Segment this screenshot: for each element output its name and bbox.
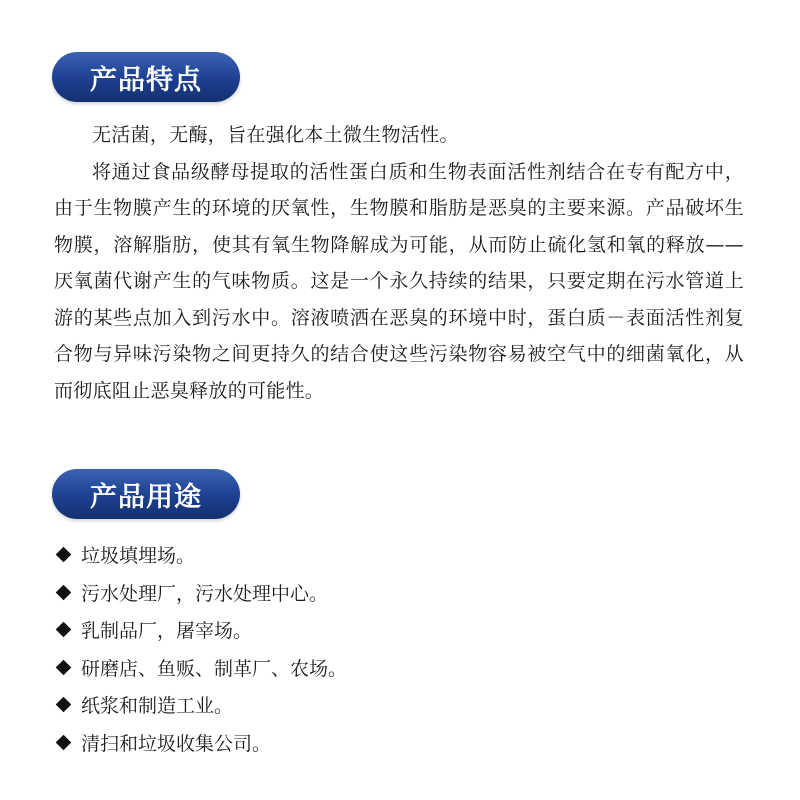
uses-heading-label: 产品用途 <box>90 481 202 513</box>
uses-item-label: 纸浆和制造工业。 <box>81 695 234 718</box>
uses-list-item <box>54 611 347 649</box>
features-paragraph-intro: 无活菌，无酶，旨在强化本土微生物活性。 <box>92 124 459 146</box>
uses-list-item <box>54 574 347 612</box>
uses-item-label: 研磨店、鱼贩、制革厂、农场。 <box>81 657 348 680</box>
uses-item-label: 清扫和垃圾收集公司。 <box>81 732 272 755</box>
diamond-bullet-icon <box>56 659 72 675</box>
diamond-bullet-icon <box>56 547 72 563</box>
diamond-bullet-icon <box>56 622 72 638</box>
diamond-bullet-icon <box>56 584 72 600</box>
features-section-heading <box>52 52 240 102</box>
features-heading-label: 产品特点 <box>90 64 202 96</box>
uses-list <box>54 536 347 761</box>
diamond-bullet-icon <box>56 697 72 713</box>
uses-section-heading <box>52 469 240 519</box>
uses-list-item <box>54 649 347 687</box>
uses-list-item <box>54 536 347 574</box>
features-paragraph-detail: 将通过食品级酵母提取的活性蛋白质和生物表面活性剂结合在专有配方中，由于生物膜产生的环境的厌氧性，生物膜和脂肪是恶臭的主要来源。产品破坏生物膜，溶解脂肪，使其有氧生物降解成为可能，从而防止硫化氢和氧的释放——厌氧菌代谢产生的气味物质。这是一个永久持续的结果，只要定期在污水管道上游的某些点加入到污水中。溶液喷洒在恶臭的环境中时，蛋白质－表面活性剂复合物与异味污染物之间更持久的结合使这些污染物容易被空气中的细菌氧化，从而彻底阻止恶臭释放的可能性。 <box>54 160 744 402</box>
diamond-bullet-icon <box>56 734 72 750</box>
uses-item-label: 污水处理厂，污水处理中心。 <box>81 582 329 605</box>
uses-item-label: 垃圾填埋场。 <box>81 545 196 568</box>
uses-item-label: 乳制品厂，屠宰场。 <box>81 620 253 643</box>
features-description <box>54 117 744 409</box>
uses-list-item <box>54 686 347 724</box>
uses-list-item <box>54 724 347 762</box>
